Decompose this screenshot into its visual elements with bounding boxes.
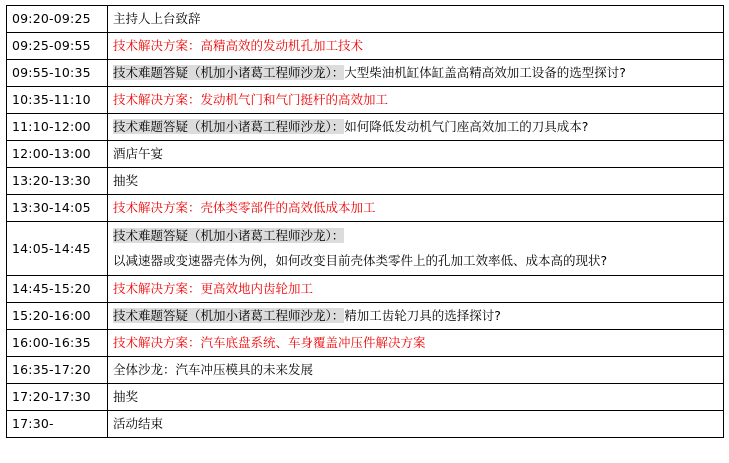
time-cell: 15:20-16:00 xyxy=(7,303,108,330)
time-cell: 16:00-16:35 xyxy=(7,330,108,357)
agenda-table xyxy=(6,5,724,438)
table-row xyxy=(7,384,724,411)
time-cell: 13:30-14:05 xyxy=(7,195,108,222)
agenda-sheet xyxy=(6,5,724,438)
table-row xyxy=(7,330,724,357)
qa-topic-cell xyxy=(108,60,724,87)
table-row xyxy=(7,60,724,87)
table-row xyxy=(7,303,724,330)
table-row xyxy=(7,411,724,438)
topic-cell: 抽奖 xyxy=(108,384,724,411)
qa-question-text: 以减速器或变速器壳体为例，如何改变目前壳体类零件上的孔加工效率低、成本高的现状? xyxy=(113,253,608,268)
solution-topic-cell: 技术解决方案：更高效地内齿轮加工 xyxy=(108,276,724,303)
topic-cell: 酒店午宴 xyxy=(108,141,724,168)
solution-topic-cell: 技术解决方案：发动机气门和气门挺杆的高效加工 xyxy=(108,87,724,114)
table-row xyxy=(7,222,724,276)
table-row xyxy=(7,33,724,60)
table-row xyxy=(7,87,724,114)
qa-topic-cell xyxy=(108,303,724,330)
solution-topic-cell: 技术解决方案：汽车底盘系统、车身覆盖冲压件解决方案 xyxy=(108,330,724,357)
table-row xyxy=(7,168,724,195)
qa-session-label: 技术难题答疑（机加小诸葛工程师沙龙）： xyxy=(113,65,345,80)
time-cell: 14:05-14:45 xyxy=(7,222,108,276)
topic-cell: 抽奖 xyxy=(108,168,724,195)
time-cell: 12:00-13:00 xyxy=(7,141,108,168)
time-cell: 09:25-09:55 xyxy=(7,33,108,60)
qa-topic-cell xyxy=(108,114,724,141)
time-cell: 17:20-17:30 xyxy=(7,384,108,411)
time-cell: 13:20-13:30 xyxy=(7,168,108,195)
time-cell: 09:55-10:35 xyxy=(7,60,108,87)
qa-topic-cell xyxy=(108,222,724,276)
solution-topic-cell: 技术解决方案：壳体类零部件的高效低成本加工 xyxy=(108,195,724,222)
table-row xyxy=(7,141,724,168)
table-row xyxy=(7,114,724,141)
time-cell: 09:20-09:25 xyxy=(7,6,108,33)
qa-session-label: 技术难题答疑（机加小诸葛工程师沙龙）： xyxy=(113,308,345,323)
solution-topic-cell: 技术解决方案：高精高效的发动机孔加工技术 xyxy=(108,33,724,60)
time-cell: 11:10-12:00 xyxy=(7,114,108,141)
qa-question-text: 大型柴油机缸体缸盖高精高效加工设备的选型探讨? xyxy=(344,65,626,80)
topic-cell: 主持人上台致辞 xyxy=(108,6,724,33)
table-row xyxy=(7,276,724,303)
table-row xyxy=(7,6,724,33)
time-cell: 17:30- xyxy=(7,411,108,438)
table-row xyxy=(7,357,724,384)
topic-cell: 全体沙龙：汽车冲压模具的未来发展 xyxy=(108,357,724,384)
qa-session-label: 技术难题答疑（机加小诸葛工程师沙龙）： xyxy=(113,119,345,134)
qa-session-label: 技术难题答疑（机加小诸葛工程师沙龙）： xyxy=(113,228,345,243)
time-cell: 16:35-17:20 xyxy=(7,357,108,384)
time-cell: 14:45-15:20 xyxy=(7,276,108,303)
qa-question-text: 如何降低发动机气门座高效加工的刀具成本? xyxy=(344,119,589,134)
time-cell: 10:35-11:10 xyxy=(7,87,108,114)
topic-cell: 活动结束 xyxy=(108,411,724,438)
qa-question-text: 精加工齿轮刀具的选择探讨? xyxy=(344,308,501,323)
table-row xyxy=(7,195,724,222)
